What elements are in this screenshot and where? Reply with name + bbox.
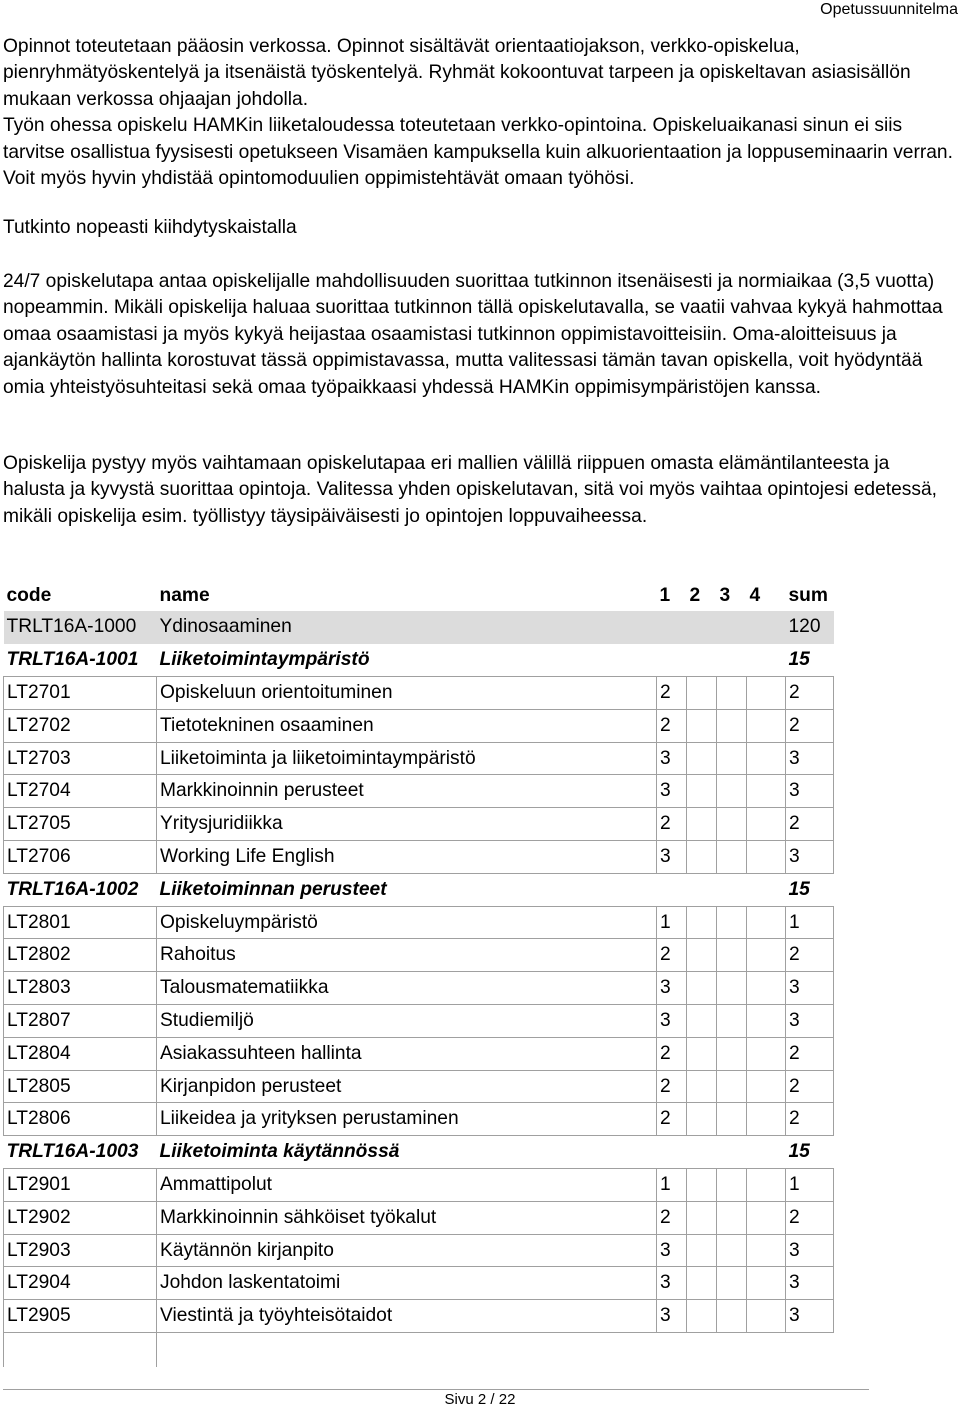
- header-year-3: 3: [719, 584, 731, 606]
- course-year-3: [717, 1234, 747, 1267]
- header-year-1: 1: [659, 584, 671, 606]
- course-year-3: [717, 1005, 747, 1038]
- course-name: Yritysjuridiikka: [157, 808, 657, 841]
- course-year-1: 3: [657, 841, 687, 874]
- module-name: Liiketoimintaympäristö: [159, 648, 370, 670]
- course-sum: 3: [786, 1005, 834, 1038]
- module-code: TRLT16A-1001: [6, 648, 139, 670]
- course-row: [4, 1267, 834, 1300]
- course-year-1: 3: [657, 775, 687, 808]
- course-year-2: [687, 1070, 717, 1103]
- course-year-3: [717, 1169, 747, 1202]
- document-title: Opetussuunnitelma: [820, 1, 958, 18]
- course-year-1: 2: [657, 709, 687, 742]
- course-code: LT2802: [4, 939, 157, 972]
- table-header-row: [4, 580, 834, 611]
- course-year-4: [747, 1070, 786, 1103]
- course-sum: 2: [786, 939, 834, 972]
- course-year-1: 2: [657, 1070, 687, 1103]
- course-year-2: [687, 1300, 717, 1333]
- course-code: LT2805: [4, 1070, 157, 1103]
- header-sum: sum: [788, 584, 828, 606]
- course-year-4: [747, 1201, 786, 1234]
- course-year-3: [717, 1103, 747, 1136]
- course-name: Tietotekninen osaaminen: [157, 709, 657, 742]
- course-year-4: [747, 1267, 786, 1300]
- course-year-2: [687, 1267, 717, 1300]
- course-year-2: [687, 841, 717, 874]
- course-sum: 2: [786, 1070, 834, 1103]
- course-year-4: [747, 1300, 786, 1333]
- course-year-4: [747, 709, 786, 742]
- course-year-1: 2: [657, 1037, 687, 1070]
- course-code: LT2905: [4, 1300, 157, 1333]
- module-name: Liiketoiminta käytännössä: [159, 1141, 400, 1163]
- course-year-4: [747, 775, 786, 808]
- course-name: Markkinoinnin sähköiset työkalut: [157, 1201, 657, 1234]
- header-year-4: 4: [749, 584, 761, 606]
- course-sum: 2: [786, 1103, 834, 1136]
- course-year-3: [717, 1070, 747, 1103]
- course-year-4: [747, 1234, 786, 1267]
- course-code: LT2703: [4, 742, 157, 775]
- course-year-3: [717, 1201, 747, 1234]
- course-year-4: [747, 1005, 786, 1038]
- course-year-3: [717, 1300, 747, 1333]
- course-name: Asiakassuhteen hallinta: [157, 1037, 657, 1070]
- intro-paragraph-1: Opinnot toteutetaan pääosin verkossa. Opinnot sisältävät orientaatiojakson, verkko-opiskelua, pienryhmätyöskentelyä ja itsenäistä työskentelyä. Ryhmät kokoontuvat tarpeen ja opiskeltavan asiasisällön mukaan verkossa ohjaajan johdolla.: [3, 36, 911, 110]
- course-sum: 3: [786, 1234, 834, 1267]
- course-year-3: [717, 939, 747, 972]
- course-code: LT2801: [4, 906, 157, 939]
- course-sum: 3: [786, 1300, 834, 1333]
- course-year-2: [687, 1005, 717, 1038]
- course-code: LT2806: [4, 1103, 157, 1136]
- course-sum: 1: [786, 906, 834, 939]
- course-year-1: 2: [657, 939, 687, 972]
- course-row: [4, 841, 834, 874]
- course-code: LT2706: [4, 841, 157, 874]
- page-number: Sivu 2 / 22: [444, 1391, 516, 1408]
- course-name: Viestintä ja työyhteisötaidot: [157, 1300, 657, 1333]
- course-year-4: [747, 1169, 786, 1202]
- course-code: LT2807: [4, 1005, 157, 1038]
- course-name: Kirjanpidon perusteet: [157, 1070, 657, 1103]
- course-name: Liiketoiminta ja liiketoimintaympäristö: [157, 742, 657, 775]
- degree-code: TRLT16A-1000: [4, 611, 157, 644]
- course-row: [4, 677, 834, 710]
- course-year-4: [747, 972, 786, 1005]
- course-row: [4, 1201, 834, 1234]
- course-sum: 2: [786, 677, 834, 710]
- course-code: LT2904: [4, 1267, 157, 1300]
- course-name: Ammattipolut: [157, 1169, 657, 1202]
- course-name: Liikeidea ja yrityksen perustaminen: [157, 1103, 657, 1136]
- course-row: [4, 1234, 834, 1267]
- course-year-2: [687, 1103, 717, 1136]
- course-year-3: [717, 677, 747, 710]
- course-year-2: [687, 1169, 717, 1202]
- degree-row: [4, 611, 834, 644]
- course-year-3: [717, 742, 747, 775]
- course-sum: 1: [786, 1169, 834, 1202]
- degree-sum: 120: [786, 611, 834, 644]
- body-paragraph-accelerated: 24/7 opiskelutapa antaa opiskelijalle mahdollisuuden suorittaa tutkinnon itsenäisesti ja normiaikaa (3,5 vuotta) nopeammin. Mikäli opiskelija haluaa suorittaa tutkinnon tällä opiskelutavalla, se vaatii vahvaa kykyä hahmottaa omaa osaamistasi ja myös kykyä heijastaa osaamistasi tutkinnon oppimistavoitteisiin. Oma-aloitteisuus ja ajankäytön hallinta korostuvat tässä oppimistavassa, mutta valitessasi tämän tavan opiskella, voit hyödyntää omia yhteistyösuhteitasi sekä omaa työpaikkaasi yhdessä HAMKin oppimisympäristöjen kanssa.: [3, 271, 943, 398]
- course-code: LT2704: [4, 775, 157, 808]
- course-year-1: 3: [657, 1005, 687, 1038]
- degree-name: Ydinosaaminen: [157, 611, 657, 644]
- course-year-3: [717, 906, 747, 939]
- course-year-1: 3: [657, 742, 687, 775]
- body-paragraph-switching: Opiskelija pystyy myös vaihtamaan opiskelutapaa eri mallien välillä riippuen omasta elämäntilanteesta ja halusta ja kyvystä suorittaa opintoja. Valitessa yhden opiskelutavan, sitä voi myös vaihtaa opintojesi edetessä, mikäli opiskelija esim. työllistyy täysipäiväisesti jo opintojen loppuvaiheessa.: [3, 453, 937, 527]
- course-year-2: [687, 677, 717, 710]
- course-sum: 2: [786, 709, 834, 742]
- course-row: [4, 775, 834, 808]
- course-row: [4, 742, 834, 775]
- course-year-1: 3: [657, 1234, 687, 1267]
- course-year-2: [687, 972, 717, 1005]
- course-year-1: 3: [657, 972, 687, 1005]
- course-row: [4, 1103, 834, 1136]
- course-year-1: 1: [657, 906, 687, 939]
- course-name: Studiemiljö: [157, 1005, 657, 1038]
- course-row: [4, 1169, 834, 1202]
- course-code: LT2701: [4, 677, 157, 710]
- course-name: Rahoitus: [157, 939, 657, 972]
- course-year-3: [717, 841, 747, 874]
- course-code: LT2901: [4, 1169, 157, 1202]
- course-name: Talousmatematiikka: [157, 972, 657, 1005]
- course-name: Markkinoinnin perusteet: [157, 775, 657, 808]
- course-year-1: 2: [657, 677, 687, 710]
- course-sum: 3: [786, 972, 834, 1005]
- course-sum: 2: [786, 1201, 834, 1234]
- module-name: Liiketoiminnan perusteet: [159, 878, 387, 900]
- course-row: [4, 939, 834, 972]
- course-code: LT2702: [4, 709, 157, 742]
- course-year-3: [717, 808, 747, 841]
- course-year-1: 2: [657, 1201, 687, 1234]
- course-year-3: [717, 709, 747, 742]
- table-continuation-row: [4, 1333, 834, 1367]
- course-year-4: [747, 1037, 786, 1070]
- course-year-2: [687, 906, 717, 939]
- header-code: code: [6, 584, 52, 606]
- course-year-2: [687, 775, 717, 808]
- module-row: [4, 644, 834, 677]
- course-year-2: [687, 1234, 717, 1267]
- course-sum: 2: [786, 1037, 834, 1070]
- course-code: LT2803: [4, 972, 157, 1005]
- course-year-2: [687, 709, 717, 742]
- course-year-1: 2: [657, 1103, 687, 1136]
- course-sum: 3: [786, 742, 834, 775]
- course-row: [4, 1005, 834, 1038]
- module-code: TRLT16A-1003: [6, 1141, 139, 1163]
- course-row: [4, 1300, 834, 1333]
- course-year-4: [747, 742, 786, 775]
- curriculum-table: [3, 580, 834, 1367]
- course-name: Käytännön kirjanpito: [157, 1234, 657, 1267]
- course-year-1: 1: [657, 1169, 687, 1202]
- course-sum: 3: [786, 841, 834, 874]
- header-year-2: 2: [689, 584, 701, 606]
- course-row: [4, 709, 834, 742]
- course-year-3: [717, 1037, 747, 1070]
- module-sum: 15: [788, 1141, 810, 1163]
- course-sum: 3: [786, 775, 834, 808]
- header-name: name: [159, 584, 210, 606]
- course-year-4: [747, 939, 786, 972]
- course-year-1: 3: [657, 1300, 687, 1333]
- course-year-4: [747, 677, 786, 710]
- course-year-4: [747, 906, 786, 939]
- course-row: [4, 808, 834, 841]
- table-bottom-rule: [3, 1389, 869, 1390]
- course-year-2: [687, 1201, 717, 1234]
- course-year-3: [717, 775, 747, 808]
- course-year-1: 2: [657, 808, 687, 841]
- course-year-3: [717, 1267, 747, 1300]
- module-sum: 15: [788, 878, 810, 900]
- course-year-2: [687, 939, 717, 972]
- module-row: [4, 1136, 834, 1169]
- course-year-2: [687, 1037, 717, 1070]
- course-name: Johdon laskentatoimi: [157, 1267, 657, 1300]
- course-code: LT2705: [4, 808, 157, 841]
- course-code: LT2804: [4, 1037, 157, 1070]
- course-year-2: [687, 808, 717, 841]
- course-year-4: [747, 808, 786, 841]
- intro-section: [3, 34, 953, 192]
- course-code: LT2902: [4, 1201, 157, 1234]
- intro-paragraph-2: Työn ohessa opiskelu HAMKin liiketaloudessa toteutetaan verkko-opintoina. Opiskeluaikanasi sinun ei siis tarvitse osallistua fyysisesti opetukseen Visamäen kampuksella kuin alkuorientaation ja loppuseminaarin verran. Voit myös hyvin yhdistää opintomoduulien oppimistehtävät omaan työhösi.: [3, 115, 953, 190]
- course-year-4: [747, 1103, 786, 1136]
- course-code: LT2903: [4, 1234, 157, 1267]
- course-row: [4, 1070, 834, 1103]
- course-year-3: [717, 972, 747, 1005]
- section-heading: Tutkinto nopeasti kiihdytyskaistalla: [3, 217, 297, 238]
- course-year-1: 3: [657, 1267, 687, 1300]
- course-row: [4, 972, 834, 1005]
- module-code: TRLT16A-1002: [6, 878, 139, 900]
- course-row: [4, 1037, 834, 1070]
- course-name: Working Life English: [157, 841, 657, 874]
- course-row: [4, 906, 834, 939]
- module-row: [4, 873, 834, 906]
- course-year-4: [747, 841, 786, 874]
- course-sum: 2: [786, 808, 834, 841]
- course-name: Opiskeluympäristö: [157, 906, 657, 939]
- course-name: Opiskeluun orientoituminen: [157, 677, 657, 710]
- module-sum: 15: [788, 648, 810, 670]
- course-year-2: [687, 742, 717, 775]
- course-sum: 3: [786, 1267, 834, 1300]
